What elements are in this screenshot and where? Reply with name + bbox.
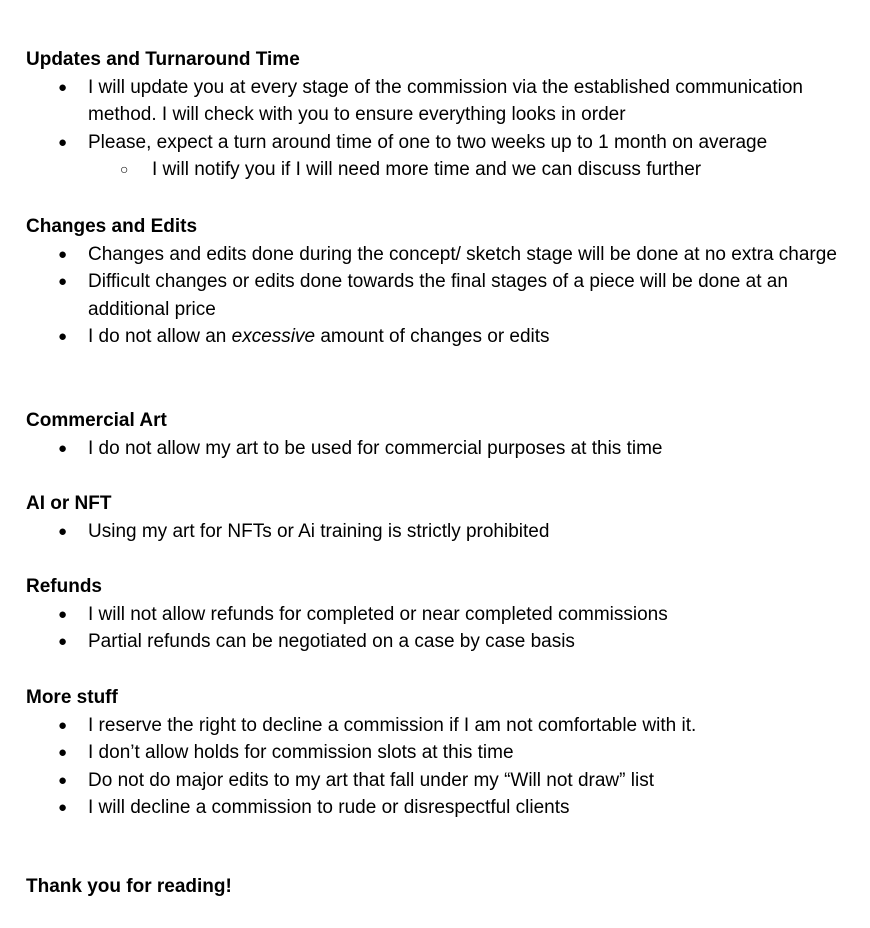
- list-item-text: I do not allow my art to be used for commercial purposes at this time: [88, 437, 663, 459]
- list-item-text: I reserve the right to decline a commission if I am not comfortable with it.: [88, 714, 697, 736]
- list-item-text: I will not allow refunds for completed or near completed commissions: [88, 603, 668, 625]
- bullet-list: [26, 712, 856, 822]
- list-item-text: I will update you at every stage of the commission via the established communication method. I will check with you to ensure everything looks in order: [88, 76, 803, 126]
- list-item-text: Using my art for NFTs or Ai training is strictly prohibited: [88, 520, 550, 542]
- bullet-list: [26, 518, 856, 546]
- section-heading: Changes and Edits: [26, 216, 198, 237]
- list-item: [26, 712, 856, 740]
- list-item: [26, 794, 856, 822]
- list-item-text: Partial refunds can be negotiated on a case by case basis: [88, 631, 575, 653]
- bullet-icon: ●: [58, 245, 68, 263]
- bullet-icon: ●: [58, 716, 68, 734]
- bullet-icon: ●: [58, 273, 68, 291]
- bullet-list: [26, 241, 856, 351]
- list-item-text: Do not do major edits to my art that fall under my “Will not draw” list: [88, 769, 654, 791]
- section-refunds: [26, 573, 856, 656]
- list-item: [26, 628, 856, 656]
- list-item: [26, 129, 856, 157]
- list-item: [26, 767, 856, 795]
- list-item: [26, 241, 856, 269]
- bullet-icon: ●: [58, 633, 68, 651]
- section-heading: Refunds: [26, 576, 102, 597]
- bullet-icon: ●: [58, 799, 68, 817]
- bullet-icon: ●: [58, 439, 68, 457]
- section-commercial: [26, 407, 856, 462]
- section-heading: AI or NFT: [26, 493, 112, 514]
- sub-list-item-text: I will notify you if I will need more time and we can discuss further: [152, 159, 702, 181]
- sub-bullet-list: [26, 156, 856, 184]
- list-item-text: Changes and edits done during the concept/ sketch stage will be done at no extra charge: [88, 243, 837, 265]
- list-item: [26, 74, 856, 129]
- list-item: [26, 518, 856, 546]
- section-updates: [26, 46, 856, 184]
- bullet-list: [26, 435, 856, 463]
- bullet-icon: ●: [58, 78, 68, 96]
- list-item: [26, 601, 856, 629]
- bullet-icon: ●: [58, 744, 68, 762]
- list-item-text: Difficult changes or edits done towards the final stages of a piece will be done at an additional price: [88, 271, 788, 320]
- hollow-bullet-icon: ○: [120, 161, 129, 178]
- section-ai-nft: [26, 490, 856, 545]
- list-item-text-end: amount of changes or edits: [315, 326, 550, 348]
- list-item: [26, 268, 856, 323]
- list-item-text: Please, expect a turn around time of one to two weeks up to 1 month on average: [88, 131, 768, 153]
- bullet-icon: ●: [58, 771, 68, 789]
- closing-text: Thank you for reading!: [26, 876, 232, 897]
- section-heading: More stuff: [26, 687, 118, 708]
- list-item: [26, 323, 856, 351]
- emphasized-word: excessive: [231, 326, 316, 348]
- list-item-text: I don’t allow holds for commission slots at this time: [88, 742, 514, 764]
- bullet-icon: ●: [58, 133, 68, 151]
- bullet-list: [26, 601, 856, 656]
- section-heading: Updates and Turnaround Time: [26, 49, 300, 70]
- section-heading: Commercial Art: [26, 410, 167, 431]
- sub-list-item: [88, 156, 856, 184]
- list-item-text: I will decline a commission to rude or disrespectful clients: [88, 797, 570, 819]
- bullet-icon: ●: [58, 522, 68, 540]
- bullet-icon: ●: [58, 605, 68, 623]
- section-more-stuff: [26, 684, 856, 822]
- section-changes: [26, 213, 856, 351]
- bullet-icon: ●: [58, 328, 68, 346]
- bullet-list: [26, 74, 856, 157]
- list-item-text-start: I do not allow an: [88, 326, 232, 348]
- list-item: [26, 435, 856, 463]
- list-item: [26, 739, 856, 767]
